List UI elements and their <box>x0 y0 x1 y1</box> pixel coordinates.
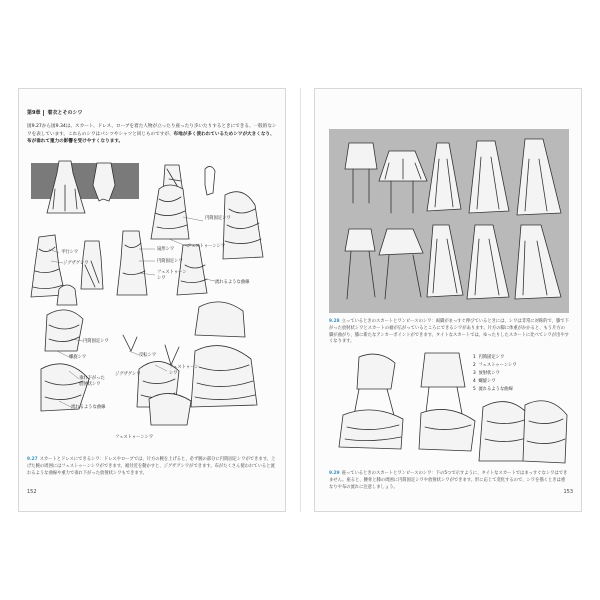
caption-2-text: 座っているときのスカートとワンピースのシワ：下の5つで示すように、タイトなスカートではまっすぐなシワはできません。座ると、腰骨と膝の周囲に円筒固定シワや放射状シワができます。形に応じて変化するので、シワを描くときは重なりや布の流れに注意しましょう。 <box>329 471 568 490</box>
dress-walking-right <box>117 231 147 295</box>
left-page <box>18 88 286 512</box>
legend-text-1: 円筒固定シワ <box>478 355 505 360</box>
figure-caption-9-27 <box>27 457 279 477</box>
page-number-right: 153 <box>563 489 573 495</box>
label-cylindrical-top: 円筒固定シワ <box>205 216 231 221</box>
lead-text: 図9.27から図9.34は、スカート、ドレス、ローブを着た人物が立ったり座ったり歩いたりするときにできる、一般的なシワを表しています。これらのシワはパンツやシャツと同じものですが、 <box>27 124 277 137</box>
seated-skirt-top-mid <box>421 353 465 387</box>
standing-skirt-panel <box>329 129 569 313</box>
label-festoon-top: フェストゥーンシワ <box>187 244 226 249</box>
caption-number: 9.27 <box>27 457 38 462</box>
label-hanging-diagonal: 垂れ下がった 放射状シワ <box>79 376 105 387</box>
legend-num-4: 4 <box>473 379 476 384</box>
label-festoon-mid: フェストゥーン シワ <box>157 270 187 281</box>
legend-text-2: フェストゥーンシワ <box>478 363 517 368</box>
robe-figure-right <box>195 302 245 337</box>
caption-1-text: 立っているときのスカートとワンピースのシワ：両脚がまっすぐ伸びているときには、シワは非常に対称的で、膝で下がった放射状シワとスカートの裾が広がっているところにできるシワがあります。片方の脚に体重がかかると、もう片方の脚が曲がり、膝に新たなアンカーポイントができます。タイトなスカートでは、ゆったりしたスカートに比べてシワが出やすくなります。 <box>329 319 569 345</box>
inverse-fold-sketch <box>123 335 137 351</box>
label-drape-mid: 扇形シワ <box>157 247 175 252</box>
seated-skirt-bottom-4 <box>523 401 567 463</box>
label-zigzag-2: ジグザグシワ <box>115 372 141 377</box>
chapter-title: 着衣とそのシワ <box>47 110 83 116</box>
caption-text: スカートとドレスにできるシワ：ドレスやローブでは、片方の腕を上げると、必ず腕の部分に円筒固定シワができます。上げた腕の周囲にはフェストゥーンシワができます。裾付近を動かすと、ジグザグシワができます。布がたくさん使われていると流れるような曲線や重力で垂れ下がった放射状シワもできます。 <box>27 457 276 476</box>
gutter <box>300 88 301 512</box>
caption-1-number: 9.28 <box>329 319 340 324</box>
legend-num-3: 3 <box>473 371 476 376</box>
label-inverse: 反転シワ <box>139 353 157 358</box>
legend-num-1: 1 <box>473 355 476 360</box>
robe-raised-arm-right <box>223 192 263 259</box>
caption-2-number: 9.29 <box>329 471 340 476</box>
label-zigzag-1: ジグザグシワ <box>63 261 89 266</box>
legend-num-2: 2 <box>473 363 476 368</box>
label-flowing-low: 流れるような曲線 <box>71 405 106 410</box>
legend-item-3 <box>473 370 500 376</box>
label-festoon-bottom: フェストゥーンシワ <box>115 435 154 440</box>
seated-skirt-bottom-2 <box>419 409 475 451</box>
legend-item-2 <box>473 362 517 368</box>
label-cylindrical-mid: 円筒固定シワ <box>157 259 183 264</box>
small-dancer-drawing <box>205 166 215 195</box>
garment-illustrations <box>19 89 287 513</box>
label-spiral: 螺旋シワ <box>69 355 87 360</box>
seated-dress-upper <box>45 310 83 351</box>
chapter-number: 第9章 <box>27 110 41 116</box>
cloth-fragment <box>57 285 77 305</box>
label-festoon-low: フェストゥーン シワ <box>169 365 199 376</box>
legend-item-4 <box>473 378 496 384</box>
legend-item-1 <box>473 354 504 360</box>
lead-emphasis: 布地が多く使われているためシワが大きくなり、布が垂れて重力の影響を受けやすくなります。 <box>27 131 275 145</box>
legend-item-5 <box>473 386 513 392</box>
tight-skirt-step <box>345 229 375 251</box>
seated-figure-bottom <box>149 393 191 425</box>
page-number-left: 152 <box>27 489 37 495</box>
tight-skirt-drawing <box>345 143 377 169</box>
figure-caption-9-29 <box>329 471 569 491</box>
figure-caption-9-28 <box>329 319 569 346</box>
seated-skirt-illustrations <box>329 349 569 469</box>
legend-num-5: 5 <box>473 387 476 392</box>
dark-backdrop <box>31 163 139 199</box>
seated-skirt-top-left <box>357 354 395 389</box>
legend-text-4: 螺旋シワ <box>478 379 496 384</box>
label-cylindrical-low: 円筒固定シワ <box>83 339 109 344</box>
legend-text-5: 流れるような曲線 <box>478 387 513 392</box>
legend-text-3: 放射状シワ <box>478 371 500 376</box>
right-page <box>314 88 582 512</box>
label-parallel: 平行シワ <box>61 250 79 255</box>
inverse-fold-sketch-2 <box>165 345 179 365</box>
label-flowing-mid: 流れるような曲線 <box>215 280 250 285</box>
